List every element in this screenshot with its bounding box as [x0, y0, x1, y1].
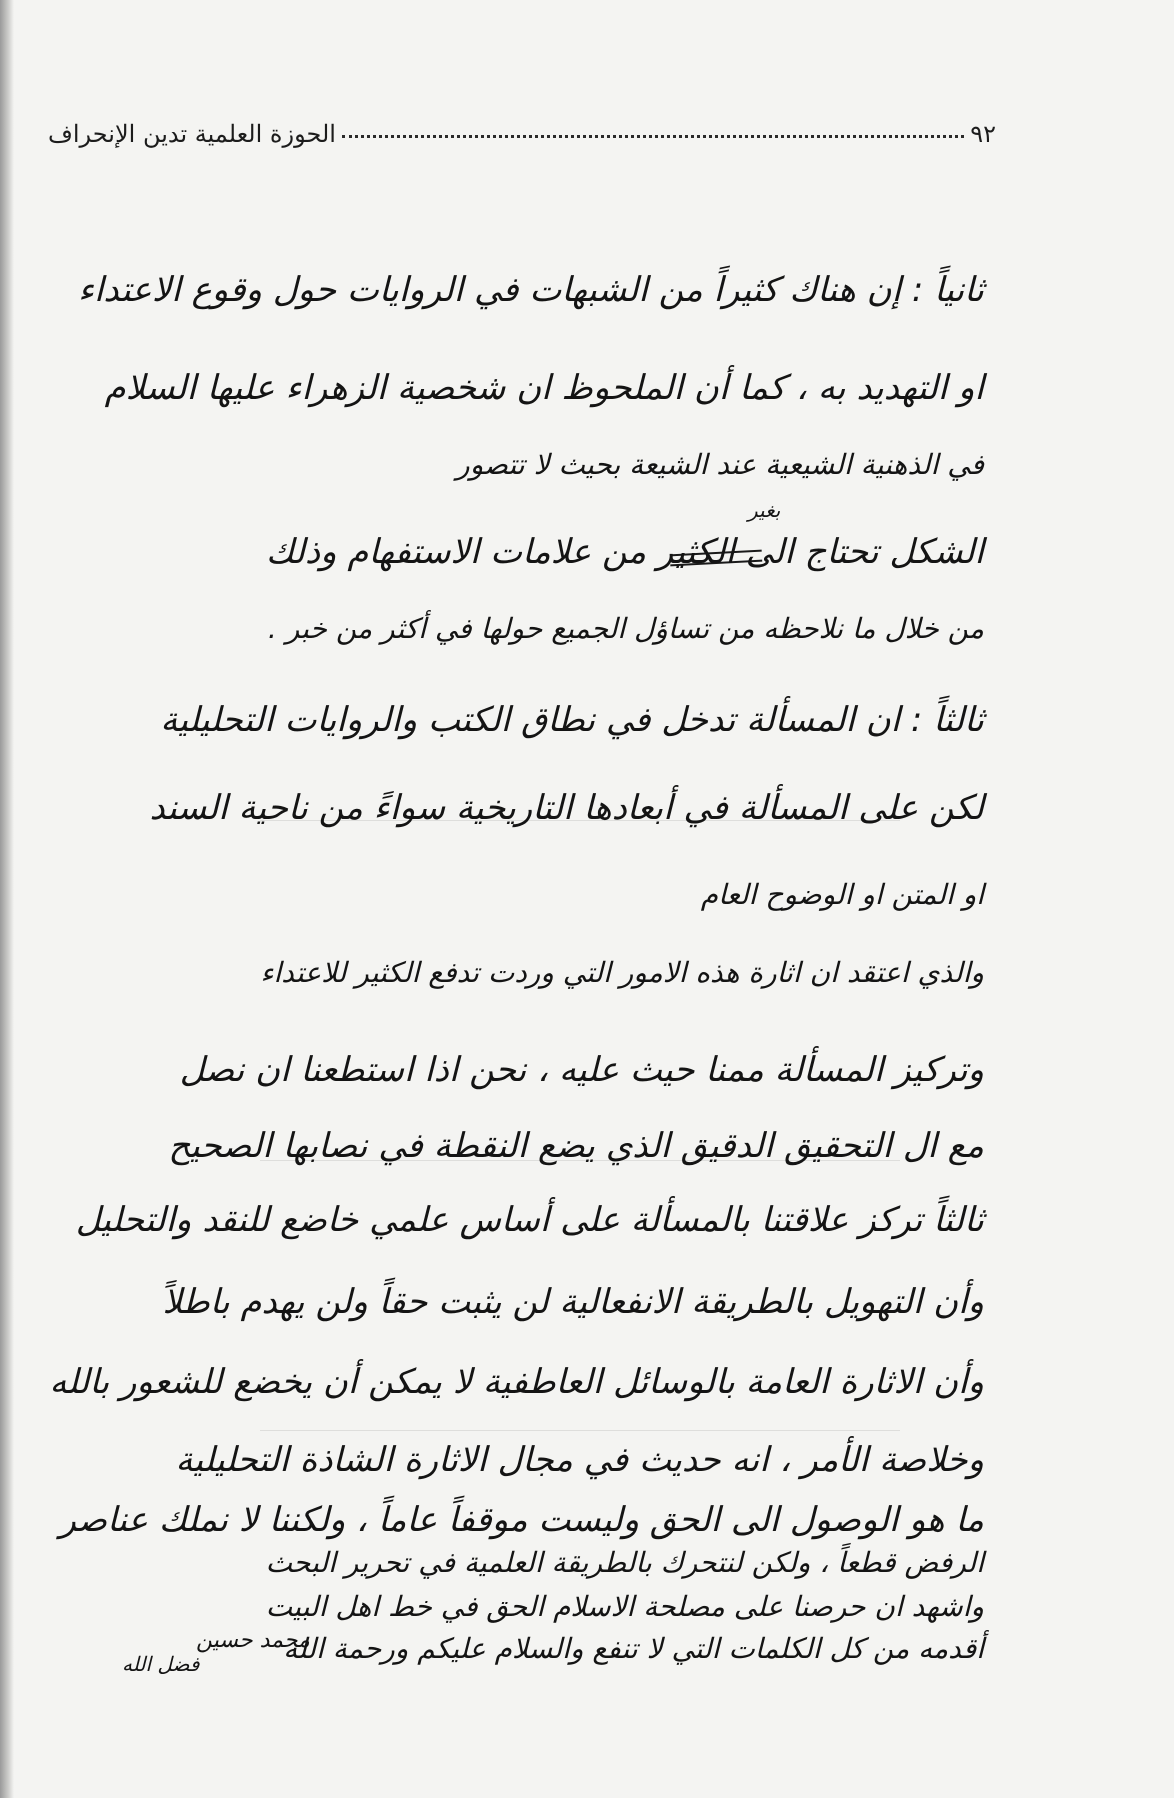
signature-subline: فضل الله	[122, 1652, 200, 1676]
handwritten-line: في الذهنية الشيعية عند الشيعة بحيث لا تتصور	[456, 448, 984, 481]
handwritten-line: والذي اعتقد ان اثارة هذه الامور التي وردت تدفع الكثير للاعتداء	[260, 956, 984, 989]
binding-shadow	[0, 0, 14, 1798]
handwritten-text-block	[30, 0, 984, 1798]
handwritten-line: ثالثاً : ان المسألة تدخل في نطاق الكتب والروايات التحليلية	[160, 700, 984, 740]
handwritten-line: واشهد ان حرصنا على مصلحة الاسلام الحق في خط اهل البيت	[265, 1590, 984, 1623]
handwritten-line: لكن على المسألة في أبعادها التاريخية سواءً من ناحية السند	[149, 788, 984, 828]
running-title: الحوزة العلمية تدين الإنحراف	[48, 120, 336, 148]
page-number: ٩٢	[970, 120, 996, 148]
handwritten-line: وتركيز المسألة ممنا حيث عليه ، نحن اذا استطعنا ان نصل	[179, 1050, 984, 1090]
handwritten-line: ثانياً : إن هناك كثيراً من الشبهات في الروايات حول وقوع الاعتداء	[78, 270, 984, 310]
signature: محمد حسين	[196, 1628, 310, 1653]
handwritten-line: أقدمه من كل الكلمات التي لا تنفع والسلام عليكم ورحمة الله	[283, 1632, 984, 1665]
handwritten-line: ما هو الوصول الى الحق وليست موقفاً عاماً ، ولكننا لا نملك عناصر	[59, 1500, 984, 1540]
interlinear-note: بغير	[748, 498, 781, 522]
handwritten-line: وأن التهويل بالطريقة الانفعالية لن يثبت حقاً ولن يهدم باطلاً	[162, 1282, 984, 1322]
handwritten-line: ثالثاً تركز علاقتنا بالمسألة على أساس علمي خاضع للنقد والتحليل	[75, 1200, 984, 1240]
handwritten-line: وخلاصة الأمر ، انه حديث في مجال الاثارة الشاذة التحليلية	[175, 1440, 984, 1480]
handwritten-line: وأن الاثارة العامة بالوسائل العاطفية لا يمكن أن يخضع للشعور بالله	[49, 1362, 984, 1402]
handwritten-line: او التهديد به ، كما أن الملحوظ ان شخصية الزهراء عليها السلام	[104, 368, 984, 408]
handwritten-line: مع ال التحقيق الدقيق الذي يضع النقطة في نصابها الصحيح	[168, 1126, 984, 1166]
handwritten-line: الشكل تحتاج الى الكثير من علامات الاستفهام وذلك	[266, 532, 984, 572]
handwritten-line: الرفض قطعاً ، ولكن لنتحرك بالطريقة العلمية في تحرير البحث	[265, 1546, 984, 1579]
handwritten-line: او المتن او الوضوح العام	[700, 878, 984, 911]
handwritten-line: من خلال ما نلاحظه من تساؤل الجميع حولها في أكثر من خبر .	[267, 612, 984, 645]
